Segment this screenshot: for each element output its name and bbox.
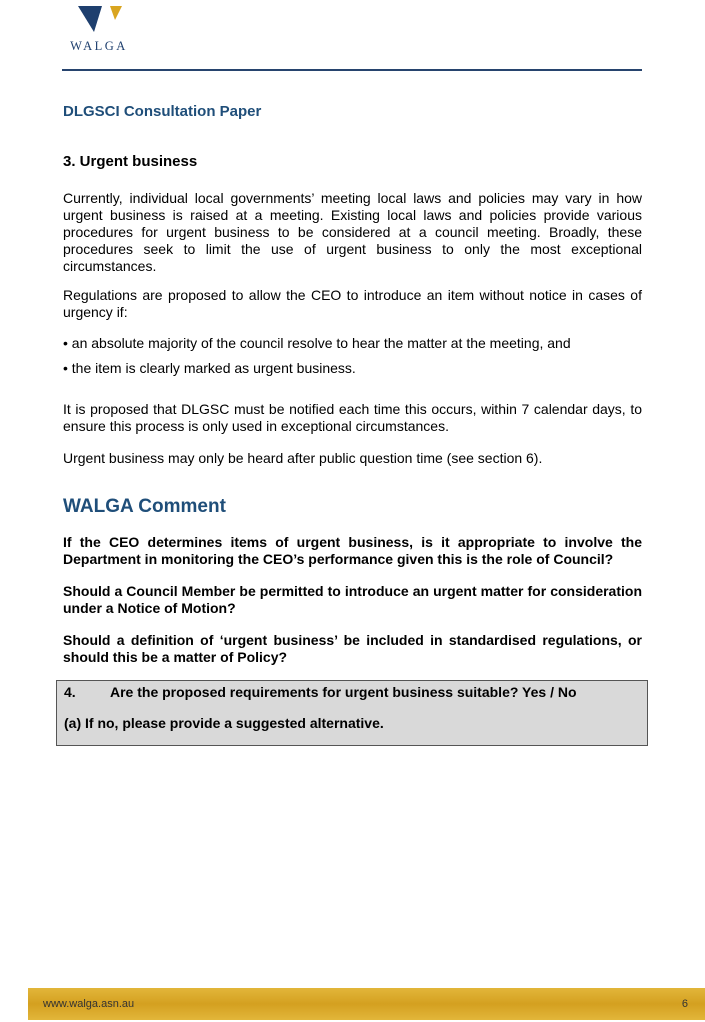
bullet-item: • the item is clearly marked as urgent business. [63,360,356,376]
question-number: 4. [64,684,76,700]
walga-logo [66,6,132,56]
walga-comment-heading: WALGA Comment [63,496,226,517]
question-text: Are the proposed requirements for urgent business suitable? Yes / No [110,684,577,700]
paragraph: It is proposed that DLGSC must be notified each time this occurs, within 7 calendar days, to ensure this process is only used in exceptional circumstances. [63,401,642,434]
document-title: DLGSCI Consultation Paper [63,103,262,120]
page-number: 6 [681,998,688,1010]
question-followup: (a) If no, please provide a suggested alternative. [64,715,384,731]
paragraph: Currently, individual local governments’ meeting local laws and policies may vary in how urgent business is raised at a meeting. Existing local laws and policies provide various procedures for urgent business to be considered at a council meeting. Broadly, these procedures seek to limit the use of urgent business to only the most exceptional circumstances. [63,190,642,274]
bullet-item: • an absolute majority of the council resolve to hear the matter at the meeting, and [63,335,571,351]
comment-question: If the CEO determines items of urgent business, is it appropriate to involve the Department in monitoring the CEO’s performance given this is the role of Council? [63,534,642,567]
logo-text: WALGA [70,39,128,53]
walga-logo-icon [78,6,122,36]
header-divider [62,69,642,71]
paragraph: Urgent business may only be heard after public question time (see section 6). [63,450,543,466]
paragraph: Regulations are proposed to allow the CEO to introduce an item without notice in cases of urgency if: [63,287,642,320]
consultation-question-box [56,680,648,746]
section-heading: 3. Urgent business [63,153,198,170]
comment-question: Should a Council Member be permitted to introduce an urgent matter for consideration under a Notice of Motion? [63,583,642,616]
comment-question: Should a definition of ‘urgent business’ be included in standardised regulations, or should this be a matter of Policy? [63,632,642,665]
page-footer [28,988,705,1020]
footer-url: www.walga.asn.au [43,998,135,1010]
